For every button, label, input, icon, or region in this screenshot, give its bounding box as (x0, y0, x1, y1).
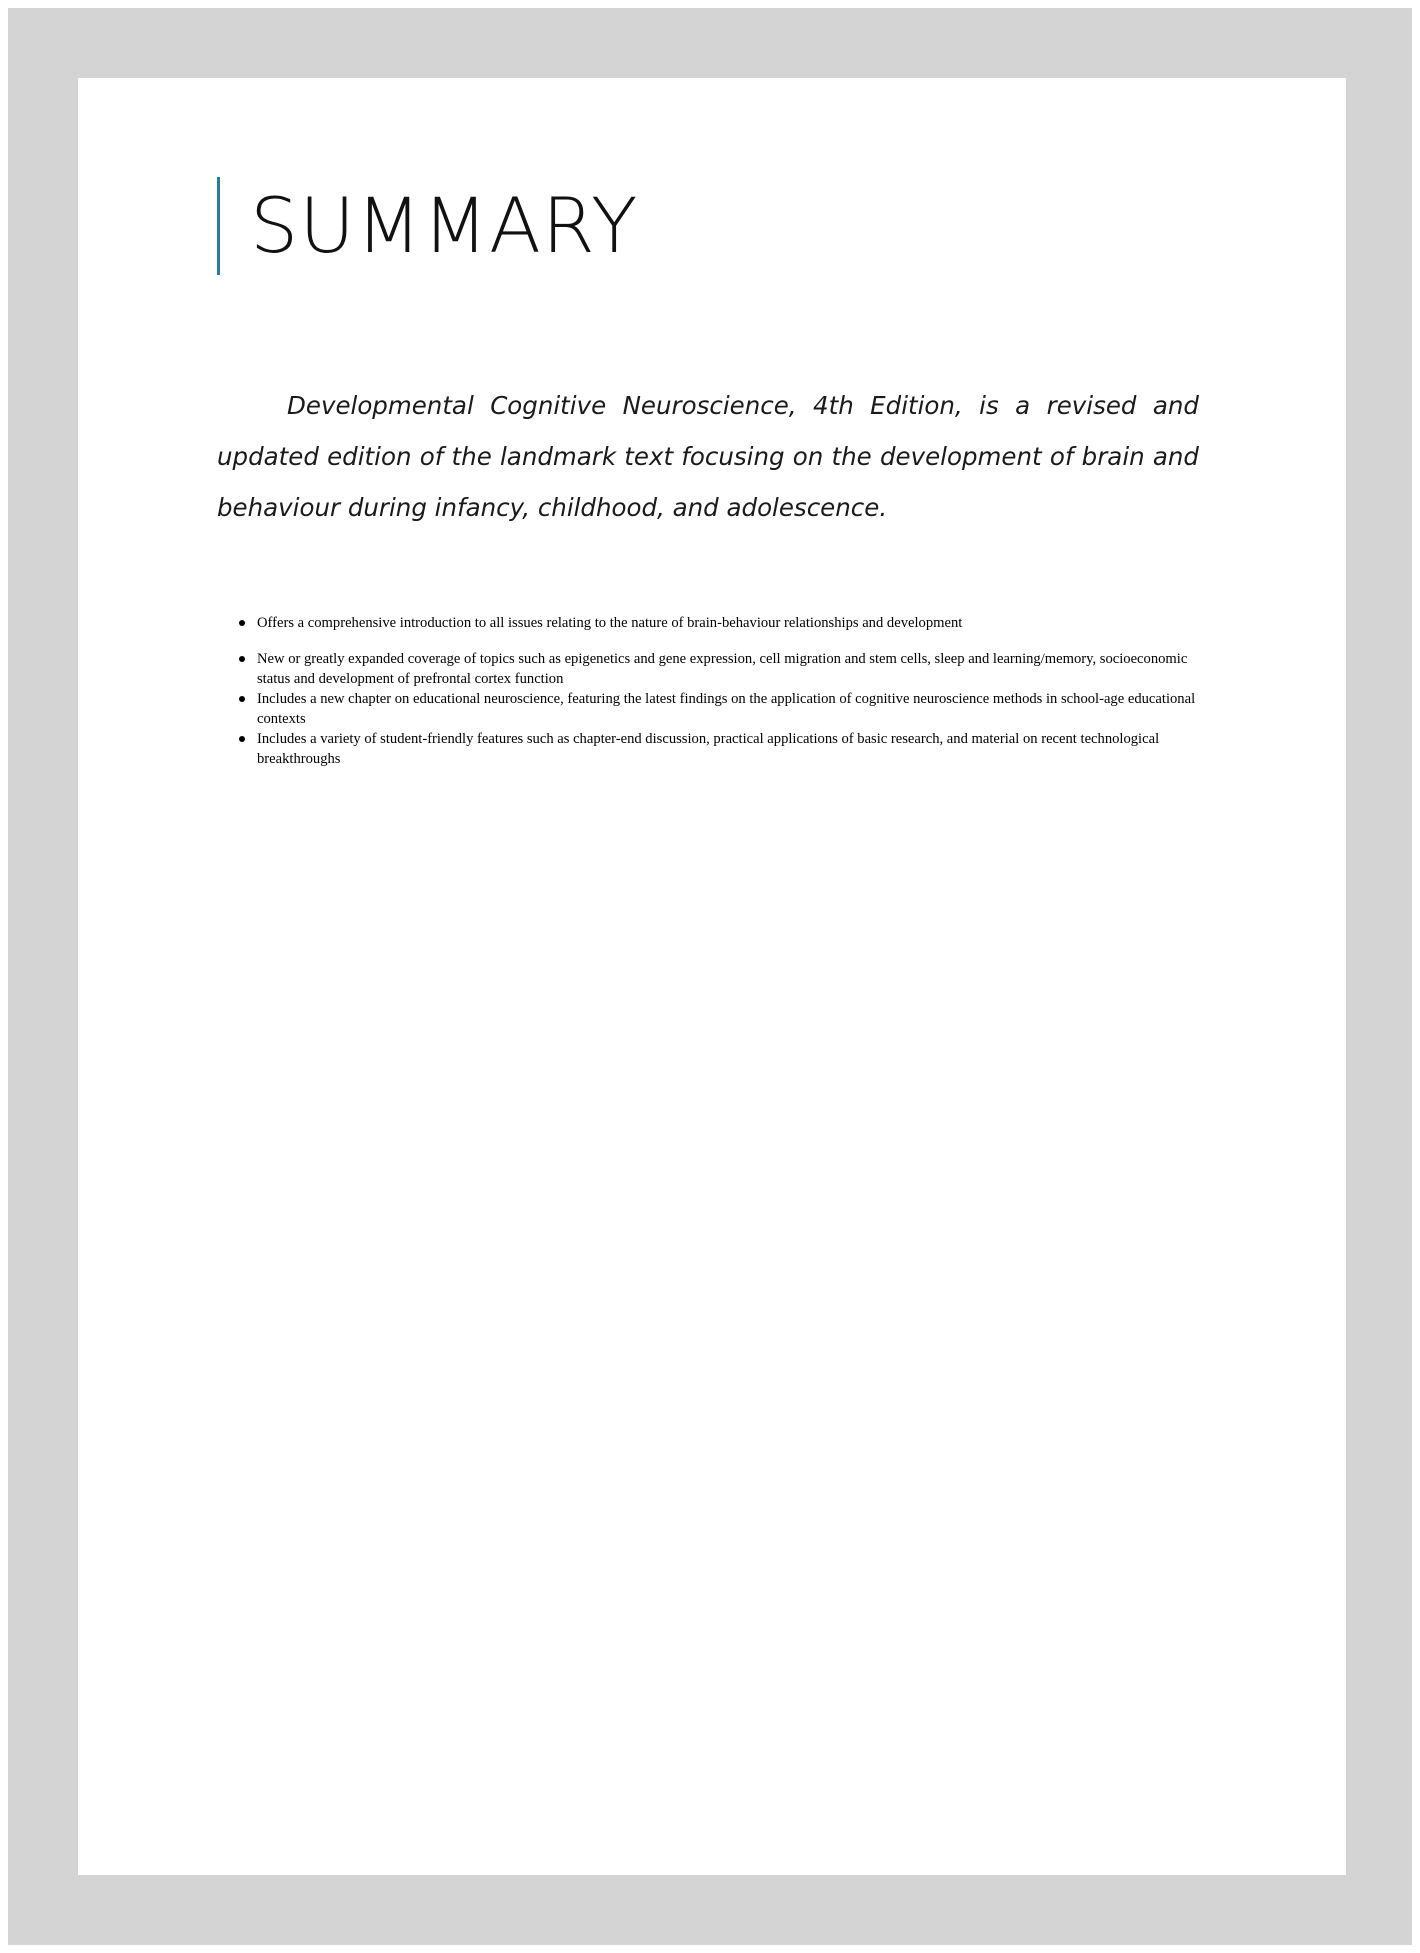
bullet-icon (239, 736, 245, 742)
page-title: SUMMARY (250, 181, 639, 270)
bullet-icon (239, 696, 245, 702)
document-viewer (8, 8, 1412, 1945)
feature-list (237, 613, 1199, 769)
list-item-text: Offers a comprehensive introduction to all issues relating to the nature of brain-behaviour relationships and development (257, 615, 963, 631)
list-item (237, 689, 1199, 729)
bullet-icon (239, 656, 245, 662)
list-item (237, 649, 1199, 689)
bullet-icon (239, 620, 245, 626)
list-item (237, 613, 1199, 633)
list-item-text: Includes a new chapter on educational neuroscience, featuring the latest findings on the application of cognitive neuroscience methods in school-age educational contexts (257, 691, 1196, 727)
list-item-text: Includes a variety of student-friendly features such as chapter-end discussion, practical applications of basic research, and material on recent technological breakthroughs (257, 731, 1160, 767)
list-item (237, 729, 1199, 769)
title-accent-bar (217, 177, 220, 275)
summary-paragraph: Developmental Cognitive Neuroscience, 4th Edition, is a revised and updated edition of the landmark text focusing on the development of brain and behaviour during infancy, childhood, and adolescence. (217, 391, 1199, 522)
document-page (78, 78, 1346, 1875)
title-block (217, 177, 638, 275)
list-item-text: New or greatly expanded coverage of topics such as epigenetics and gene expression, cell migration and stem cells, sleep and learning/memory, socioeconomic status and development of prefrontal cortex function (257, 651, 1188, 687)
